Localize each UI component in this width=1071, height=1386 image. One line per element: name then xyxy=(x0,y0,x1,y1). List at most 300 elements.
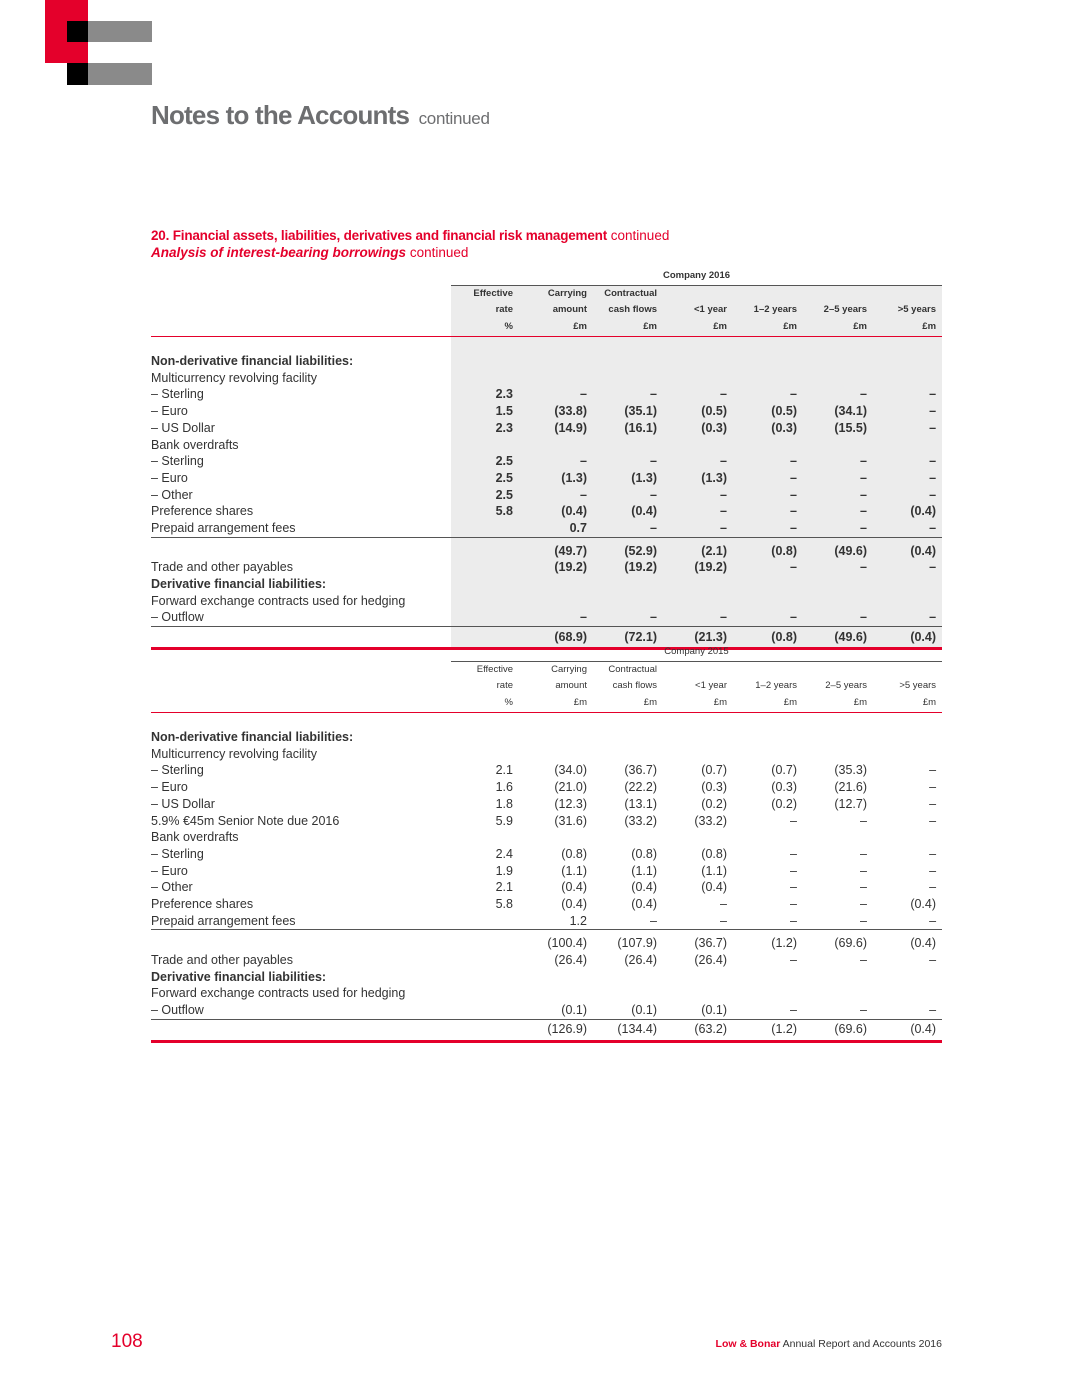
row-label: – Euro xyxy=(151,470,188,485)
cell-c2 xyxy=(519,370,593,387)
column-header-c5: 1–2 years xyxy=(755,680,797,692)
column-header-c5: £m xyxy=(733,319,803,336)
page-title xyxy=(151,100,490,131)
cell-c2: (1.1) xyxy=(561,863,587,878)
spacer-cell xyxy=(593,712,663,729)
cell-c2: (34.0) xyxy=(554,763,587,778)
cell-c3: – xyxy=(593,487,663,504)
cell-c4: (1.3) xyxy=(663,470,733,487)
cell-c2 xyxy=(519,969,593,986)
table-row xyxy=(151,969,942,986)
cell-c1: 1.9 xyxy=(495,863,513,878)
row-label: Preference shares xyxy=(151,897,254,912)
column-header-c4 xyxy=(663,285,733,302)
row-label: – Outflow xyxy=(151,1003,204,1018)
cell-c7: – xyxy=(873,559,942,576)
cell-c4 xyxy=(663,370,733,387)
cell-c2 xyxy=(519,593,593,610)
cell-c2: (0.4) xyxy=(519,503,593,520)
subtotal-row xyxy=(151,537,942,559)
table-row xyxy=(151,746,942,763)
total-row xyxy=(151,1019,942,1041)
column-header-c3: Contractual xyxy=(608,663,657,675)
table-row xyxy=(151,813,942,830)
cell-c2: – xyxy=(519,386,593,403)
cell-c7 xyxy=(873,746,942,763)
cell-c5 xyxy=(733,829,803,846)
row-label: – Euro xyxy=(151,863,188,878)
table-body xyxy=(151,268,942,649)
cell-c3: – xyxy=(593,453,663,470)
cell-c5: – xyxy=(733,520,803,537)
spacer-row xyxy=(151,336,942,353)
cell-c4: – xyxy=(720,897,727,912)
table-row xyxy=(151,453,942,470)
spacer-cell xyxy=(733,712,803,729)
spacer-cell xyxy=(151,336,451,353)
cell-c5 xyxy=(733,576,803,593)
cell-c7 xyxy=(873,829,942,846)
cell-c6: – xyxy=(860,863,867,878)
cell-c5 xyxy=(733,353,803,370)
column-group-header xyxy=(151,268,942,285)
cell-c3 xyxy=(593,985,663,1002)
cell-c4: (0.5) xyxy=(663,403,733,420)
row-label: Bank overdrafts xyxy=(151,437,239,452)
cell-c3: (13.1) xyxy=(624,796,657,811)
cell-c4: (19.2) xyxy=(663,559,733,576)
cell-c3: (19.2) xyxy=(593,559,663,576)
cell-c5 xyxy=(733,746,803,763)
total-c1 xyxy=(451,1019,519,1041)
section-subtitle-continued: continued xyxy=(409,245,469,260)
page-number: 108 xyxy=(111,1331,143,1352)
cell-c6: – xyxy=(803,503,873,520)
row-label: Derivative financial liabilities: xyxy=(151,576,327,591)
cell-c4: (33.2) xyxy=(694,813,727,828)
row-label: – Sterling xyxy=(151,387,204,402)
subtotal-c1 xyxy=(451,537,519,559)
cell-c5: (0.3) xyxy=(771,780,797,795)
header-blank-cell xyxy=(151,661,451,678)
cell-c7 xyxy=(873,729,942,746)
subtotal-c5: (1.2) xyxy=(733,930,803,952)
table-row xyxy=(151,863,942,880)
cell-c3: (0.4) xyxy=(593,503,663,520)
column-header-c3: Contractual xyxy=(593,285,663,302)
cell-c6: (35.3) xyxy=(834,763,867,778)
cell-c4 xyxy=(663,729,733,746)
cell-c1 xyxy=(451,1002,519,1019)
borrowings-table-2015 xyxy=(151,644,942,1043)
cell-c1 xyxy=(451,729,519,746)
cell-c7: – xyxy=(873,386,942,403)
table-row xyxy=(151,609,942,626)
column-header-c4 xyxy=(663,661,733,678)
row-label: – Other xyxy=(151,487,193,502)
cell-c4: – xyxy=(663,520,733,537)
cell-c5: (0.2) xyxy=(771,796,797,811)
table-row xyxy=(151,470,942,487)
spacer-cell xyxy=(593,336,663,353)
subtotal-row xyxy=(151,930,942,952)
cell-c1 xyxy=(451,576,519,593)
column-header-c3: £m xyxy=(593,695,663,712)
cell-c7: – xyxy=(929,846,937,861)
row-label: – Outflow xyxy=(151,610,204,625)
cell-c3: (0.8) xyxy=(631,846,657,861)
subtotal-label xyxy=(151,930,451,952)
spacer-cell xyxy=(873,712,942,729)
cell-c5: – xyxy=(790,1003,797,1018)
row-label: – Euro xyxy=(151,404,188,419)
header-blank-cell xyxy=(151,285,451,302)
cell-c5: – xyxy=(733,503,803,520)
section-heading xyxy=(151,227,669,261)
column-header-c7 xyxy=(873,661,942,678)
cell-c3 xyxy=(593,746,663,763)
cell-c6 xyxy=(803,829,873,846)
column-header-c2: £m xyxy=(519,319,593,336)
cell-c6: – xyxy=(803,487,873,504)
section-continued: continued xyxy=(610,228,670,243)
cell-c2: (0.4) xyxy=(561,897,587,912)
cell-c1: 2.5 xyxy=(451,453,519,470)
cell-c7 xyxy=(873,370,942,387)
cell-c5: – xyxy=(790,863,797,878)
table-row xyxy=(151,503,942,520)
cell-c3: – xyxy=(650,913,657,928)
cell-c2: – xyxy=(519,487,593,504)
cell-c6 xyxy=(803,353,873,370)
cell-c4: (26.4) xyxy=(694,952,727,967)
header-spacer-cell xyxy=(151,268,451,285)
cell-c5: – xyxy=(790,813,797,828)
cell-c5: – xyxy=(733,609,803,626)
subtotal-c7: (0.4) xyxy=(873,930,942,952)
column-header-c5: £m xyxy=(733,695,803,712)
cell-c5: – xyxy=(790,913,797,928)
cell-c6 xyxy=(803,729,873,746)
spacer-cell xyxy=(519,712,593,729)
cell-c4: (0.3) xyxy=(701,780,727,795)
column-header-c6: 2–5 years xyxy=(803,302,873,319)
cell-c6: – xyxy=(860,1003,867,1018)
spacer-cell xyxy=(733,336,803,353)
column-header-c4: <1 year xyxy=(695,680,727,692)
column-header-c5 xyxy=(733,285,803,302)
cell-c5: (0.3) xyxy=(733,420,803,437)
cell-c7: – xyxy=(873,609,942,626)
cell-c4: – xyxy=(663,609,733,626)
column-header-c2: £m xyxy=(519,695,593,712)
column-group-header xyxy=(151,644,942,661)
cell-c7 xyxy=(873,985,942,1002)
cell-c3 xyxy=(593,437,663,454)
cell-c6: (34.1) xyxy=(803,403,873,420)
cell-c1 xyxy=(451,370,519,387)
table-row xyxy=(151,796,942,813)
table-row xyxy=(151,846,942,863)
cell-c3 xyxy=(593,829,663,846)
cell-c5: – xyxy=(790,846,797,861)
cell-c7: (0.4) xyxy=(910,897,937,912)
cell-c3 xyxy=(593,729,663,746)
cell-c1: 1.6 xyxy=(495,780,513,795)
cell-c6: – xyxy=(860,913,867,928)
cell-c1: 2.3 xyxy=(451,386,519,403)
cell-c7: – xyxy=(929,863,937,878)
cell-c6: (12.7) xyxy=(834,796,867,811)
cell-c3: (22.2) xyxy=(624,780,657,795)
spacer-cell xyxy=(663,336,733,353)
cell-c7: – xyxy=(929,763,937,778)
spacer-row xyxy=(151,712,942,729)
cell-c6: – xyxy=(860,846,867,861)
cell-c1: 5.8 xyxy=(451,503,519,520)
section-subtitle: Analysis of interest-bearing borrowings xyxy=(151,245,407,260)
table-row xyxy=(151,593,942,610)
total-c2: (126.9) xyxy=(519,1019,593,1041)
column-header-c2: amount xyxy=(555,680,587,692)
total-c3: (134.4) xyxy=(593,1019,663,1041)
cell-c5: (0.5) xyxy=(733,403,803,420)
row-label: Prepaid arrangement fees xyxy=(151,521,296,536)
cell-c4 xyxy=(663,969,733,986)
cell-c5 xyxy=(733,985,803,1002)
cell-c6 xyxy=(803,370,873,387)
column-header-c4: £m xyxy=(663,695,733,712)
row-label: Forward exchange contracts used for hedging xyxy=(151,593,406,608)
column-header-c7: £m xyxy=(873,319,942,336)
row-label: Prepaid arrangement fees xyxy=(151,913,296,928)
cell-c4 xyxy=(663,437,733,454)
row-label: Non-derivative financial liabilities: xyxy=(151,730,354,744)
table-row xyxy=(151,952,942,969)
cell-c7: – xyxy=(929,780,937,795)
total-c6: (49.6) xyxy=(803,627,873,649)
cell-c1 xyxy=(451,746,519,763)
cell-c7 xyxy=(873,576,942,593)
cell-c4 xyxy=(663,829,733,846)
page-title-main: Notes to the Accounts xyxy=(151,100,410,130)
table-row xyxy=(151,370,942,387)
table-body xyxy=(151,644,942,1041)
cell-c5 xyxy=(733,969,803,986)
cell-c4 xyxy=(663,353,733,370)
table-row xyxy=(151,913,942,930)
cell-c7 xyxy=(873,353,942,370)
cell-c1: 5.8 xyxy=(495,897,513,912)
borrowings-table-2016 xyxy=(151,268,942,650)
cell-c4: (0.7) xyxy=(701,763,727,778)
row-label: – Sterling xyxy=(151,763,204,778)
total-c2: (68.9) xyxy=(519,627,593,649)
column-header-row xyxy=(151,285,942,302)
cell-c6: – xyxy=(860,813,867,828)
row-label: – Other xyxy=(151,880,193,895)
header-blank-cell xyxy=(151,678,451,695)
cell-c6: – xyxy=(803,609,873,626)
row-label: – US Dollar xyxy=(151,796,215,811)
cell-c2 xyxy=(519,746,593,763)
spacer-cell xyxy=(663,712,733,729)
cell-c4 xyxy=(663,576,733,593)
cell-c7: – xyxy=(929,796,937,811)
cell-c2 xyxy=(519,729,593,746)
cell-c7 xyxy=(873,969,942,986)
column-header-c6 xyxy=(803,285,873,302)
cell-c6: – xyxy=(803,559,873,576)
column-header-row xyxy=(151,302,942,319)
cell-c3: (0.1) xyxy=(631,1003,657,1018)
cell-c7: – xyxy=(873,520,942,537)
table-row xyxy=(151,403,942,420)
cell-c2 xyxy=(519,353,593,370)
column-header-c1: Effective xyxy=(451,285,519,302)
cell-c5: (0.7) xyxy=(771,763,797,778)
row-label: Multicurrency revolving facility xyxy=(151,370,318,385)
cell-c1 xyxy=(451,969,519,986)
cell-c5 xyxy=(733,370,803,387)
row-label: – US Dollar xyxy=(151,420,215,435)
cell-c3: (0.4) xyxy=(631,897,657,912)
subtotal-c3: (52.9) xyxy=(593,537,663,559)
cell-c3: – xyxy=(593,609,663,626)
cell-c3: (1.3) xyxy=(593,470,663,487)
cell-c4: (0.8) xyxy=(701,846,727,861)
row-label: 5.9% €45m Senior Note due 2016 xyxy=(151,813,340,828)
cell-c3: (33.2) xyxy=(624,813,657,828)
column-header-c6 xyxy=(803,661,873,678)
column-header-c1: Effective xyxy=(476,663,513,675)
subtotal-c1 xyxy=(451,930,519,952)
table-row xyxy=(151,353,942,370)
table-row xyxy=(151,829,942,846)
company-logo xyxy=(45,0,153,86)
cell-c6: – xyxy=(803,520,873,537)
table-row xyxy=(151,1002,942,1019)
cell-c1: 2.5 xyxy=(451,470,519,487)
cell-c2: (21.0) xyxy=(554,780,587,795)
cell-c7: – xyxy=(929,813,937,828)
cell-c6: – xyxy=(860,897,867,912)
cell-c7: – xyxy=(873,487,942,504)
column-header-c2: Carrying xyxy=(551,663,587,675)
cell-c2 xyxy=(519,985,593,1002)
cell-c2: (26.4) xyxy=(554,952,587,967)
footer-brand: Low & Bonar xyxy=(715,1338,781,1350)
total-c5: (1.2) xyxy=(733,1019,803,1041)
cell-c5 xyxy=(733,729,803,746)
table-row xyxy=(151,729,942,746)
cell-c7: – xyxy=(929,1003,937,1018)
row-label: – Sterling xyxy=(151,846,204,861)
total-c4: (21.3) xyxy=(663,627,733,649)
table-row xyxy=(151,437,942,454)
cell-c5: – xyxy=(733,386,803,403)
column-header-c7: >5 years xyxy=(899,680,937,692)
spacer-cell xyxy=(873,336,942,353)
cell-c5: – xyxy=(790,952,797,967)
subtotal-c2: (49.7) xyxy=(519,537,593,559)
column-header-c3: £m xyxy=(593,319,663,336)
subtotal-c4: (2.1) xyxy=(663,537,733,559)
column-header-c2: amount xyxy=(519,302,593,319)
cell-c6 xyxy=(803,985,873,1002)
cell-c4 xyxy=(663,593,733,610)
footer-document-title xyxy=(716,1338,942,1350)
cell-c4: (1.1) xyxy=(701,863,727,878)
table-row xyxy=(151,420,942,437)
cell-c1: 1.5 xyxy=(451,403,519,420)
cell-c3 xyxy=(593,969,663,986)
cell-c7: – xyxy=(929,880,937,895)
column-header-row xyxy=(151,695,942,712)
cell-c2: (19.2) xyxy=(519,559,593,576)
row-label: Forward exchange contracts used for hedging xyxy=(151,986,406,1001)
table-row xyxy=(151,985,942,1002)
cell-c1: 2.5 xyxy=(451,487,519,504)
table-row xyxy=(151,386,942,403)
cell-c7: – xyxy=(873,420,942,437)
cell-c7 xyxy=(873,437,942,454)
cell-c7: – xyxy=(929,913,937,928)
table-row xyxy=(151,520,942,537)
column-header-c6: £m xyxy=(803,695,873,712)
cell-c1: 5.9 xyxy=(495,813,513,828)
cell-c1 xyxy=(451,353,519,370)
column-header-c6: 2–5 years xyxy=(825,680,867,692)
subtotal-c3: (107.9) xyxy=(593,930,663,952)
row-label: – Euro xyxy=(151,780,188,795)
cell-c3: (16.1) xyxy=(593,420,663,437)
cell-c2 xyxy=(519,437,593,454)
spacer-cell xyxy=(519,336,593,353)
cell-c3 xyxy=(593,370,663,387)
column-header-c7: >5 years xyxy=(873,302,942,319)
total-c7: (0.4) xyxy=(873,1019,942,1041)
cell-c2: (14.9) xyxy=(519,420,593,437)
cell-c4 xyxy=(663,985,733,1002)
subtotal-c5: (0.8) xyxy=(733,537,803,559)
section-title: 20. Financial assets, liabilities, derivatives and financial risk management xyxy=(151,228,608,243)
cell-c4: – xyxy=(663,386,733,403)
column-header-c3: cash flows xyxy=(593,302,663,319)
cell-c3: (26.4) xyxy=(624,952,657,967)
cell-c5: – xyxy=(733,470,803,487)
column-header-c7: £m xyxy=(873,695,942,712)
cell-c5 xyxy=(733,593,803,610)
cell-c1 xyxy=(451,520,519,537)
cell-c2: (0.4) xyxy=(561,880,587,895)
table-row xyxy=(151,762,942,779)
cell-c2: 1.2 xyxy=(569,913,587,928)
cell-c3 xyxy=(593,353,663,370)
row-label: Trade and other payables xyxy=(151,560,293,575)
table-row xyxy=(151,896,942,913)
cell-c7: – xyxy=(873,470,942,487)
subtotal-c6: (69.6) xyxy=(803,930,873,952)
header-blank-cell xyxy=(151,695,451,712)
cell-c4: (0.3) xyxy=(663,420,733,437)
cell-c4 xyxy=(663,746,733,763)
cell-c1: 2.3 xyxy=(451,420,519,437)
header-spacer-cell xyxy=(151,644,451,661)
cell-c4: (0.4) xyxy=(701,880,727,895)
spacer-cell xyxy=(451,336,519,353)
spacer-cell xyxy=(451,712,519,729)
